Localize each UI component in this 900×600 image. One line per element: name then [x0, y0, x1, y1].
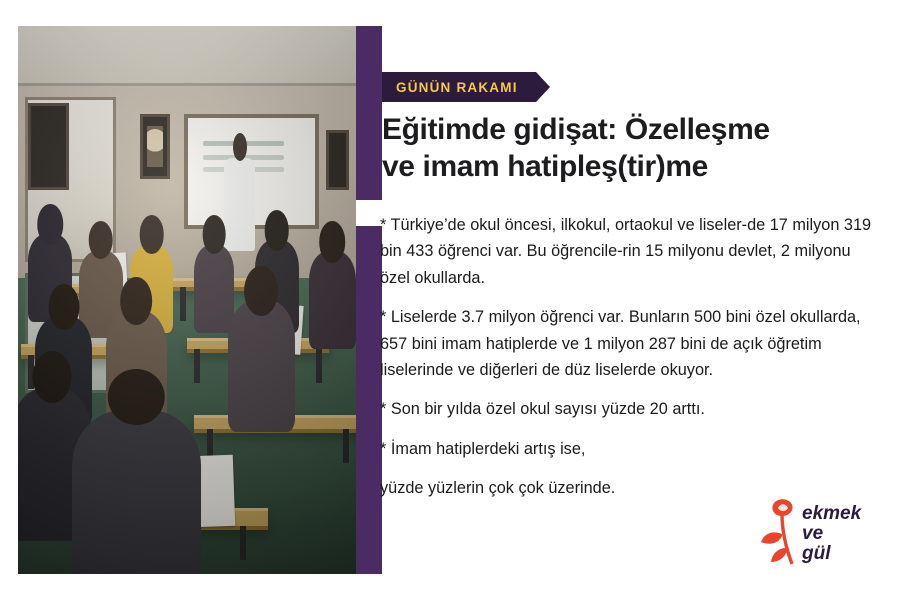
logo-line-2: ve: [802, 522, 824, 544]
purple-bar-notch: [356, 200, 382, 226]
photo-scene: [18, 26, 356, 574]
article-body: [380, 212, 880, 502]
body-paragraph: * Liselerde 3.7 milyon öğrenci var. Bunların 500 bini özel okullarda, 657 bini imam hatiplerde ve 1 milyon 287 bini de açık öğretim liselerinde ve diğerleri de düz liselerde okuyor.: [380, 308, 861, 379]
ekmek-ve-gul-logo: [752, 496, 878, 570]
headline-line-1: Eğitimde gidişat: Özelleşme: [382, 113, 770, 146]
page-title: [382, 112, 878, 185]
headline-line-2: ve imam hatipleş(tir)me: [382, 149, 708, 183]
logo-wordmark: [802, 504, 861, 563]
logo-line-3: gül: [802, 542, 831, 564]
banner-gunun-rakami: [382, 72, 536, 102]
body-paragraph: yüzde yüzlerin çok çok üzerinde.: [380, 479, 616, 498]
banner-label: GÜNÜN RAKAMI: [396, 79, 518, 95]
purple-side-bar: [356, 26, 382, 574]
photo-vignette: [18, 26, 356, 574]
logo-line-1: ekmek: [802, 503, 862, 524]
classroom-photo: [18, 26, 356, 574]
body-paragraph: * Son bir yılda özel okul sayısı yüzde 20 arttı.: [380, 400, 705, 419]
body-paragraph: * Türkiye’de okul öncesi, ilkokul, ortaokul ve liseler-de 17 milyon 319 bin 433 öğrenci var. Bu öğrencile-rin 15 milyonu devlet, 2 milyonu özel okullarda.: [380, 216, 872, 287]
body-paragraph: * İmam hatiplerdeki artış ise,: [380, 439, 586, 458]
